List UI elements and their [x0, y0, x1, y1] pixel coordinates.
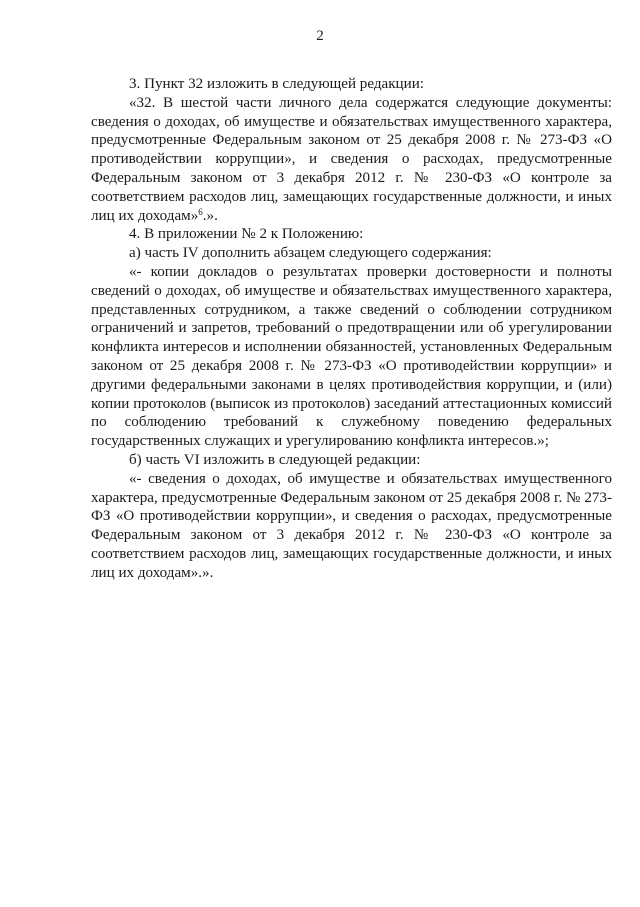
paragraph-point-32-text: «32. В шестой части личного дела содержатся следующие документы: сведения о доходах, об имуществе и обязательствах имущественного характера, предусмотренные Федеральным законом от 25 декабря 2008 г. № 273-ФЗ «О противодействии коррупции», и сведения о расходах, предусмотренные Федеральным законом от 3 декабря 2012 г. № 230-ФЗ «О контроле за соответствием расходов лиц, замещающих государственные должности, и иных лиц их доходам»: [91, 94, 612, 224]
paragraph-item-4: 4. В приложении № 2 к Положению:: [129, 226, 364, 243]
page-number: 2: [316, 28, 324, 44]
paragraph-item-3: 3. Пункт 32 изложить в следующей редакции:: [129, 76, 424, 92]
document-body: [91, 75, 612, 583]
paragraph-subitem-a: а) часть IV дополнить абзацем следующего содержания:: [129, 245, 492, 262]
paragraph-reports-copies: «- копии докладов о результатах проверки достоверности и полноты сведений о доходах, об имуществе и обязательствах имущественного характера, представленных сотрудником, а также сведений о соблюдении сотрудником ограничений и запретов, требований о предотвращении или об урегулировании конфликта интересов и исполнении обязанностей, установленных Федеральным законом от 25 декабря 2008 г. № 273-ФЗ «О противодействии коррупции» и другими федеральными законами в целях противодействия коррупции, и (или) копии протоколов (выписок из протоколов) заседаний аттестационных комиссий по соблюдению требований к служебному поведению федеральных государственных служащих и урегулированию конфликта интересов.»;: [91, 263, 612, 450]
paragraph-income-info: «- сведения о доходах, об имуществе и обязательствах имущественного характера, предусмотренные Федеральным законом от 25 декабря 2008 г. № 273-ФЗ «О противодействии коррупции», и сведения о расходах, предусмотренные Федеральным законом от 3 декабря 2012 г. № 230-ФЗ «О контроле за соответствием расходов лиц, замещающих государственные должности, и иных лиц их доходам».».: [91, 470, 612, 581]
paragraph-subitem-b: б) часть VI изложить в следующей редакции:: [129, 451, 421, 468]
paragraph-point-32: [91, 94, 612, 226]
paragraph-point-32-ending: .».: [202, 207, 218, 224]
footnote-reference: 6: [198, 206, 203, 217]
